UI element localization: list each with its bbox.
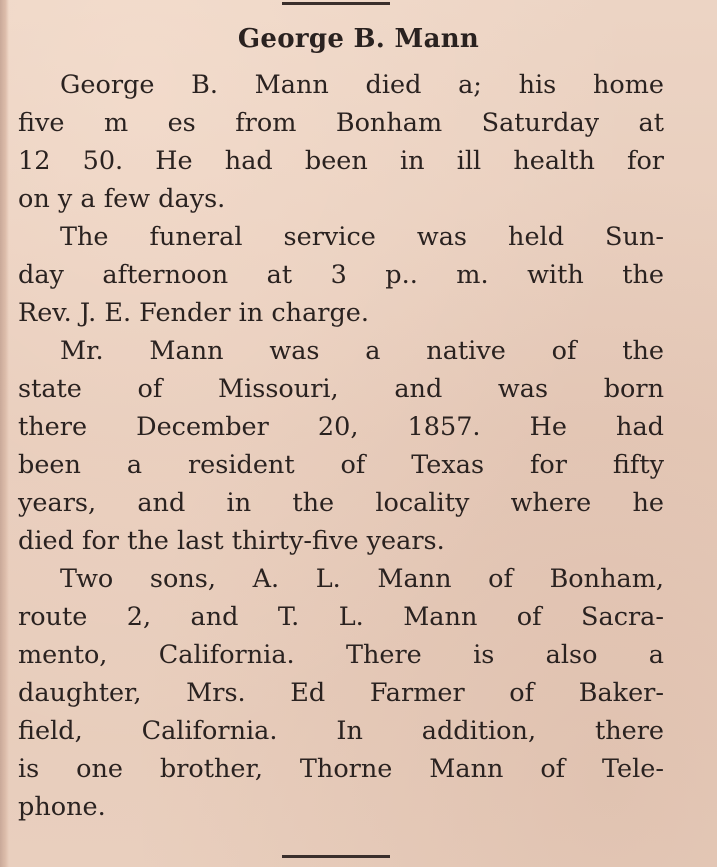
article-line: died for the last thirty-five years.	[18, 526, 445, 556]
article-line: day afternoon at 3 p.. m. with the	[18, 260, 664, 290]
article-line: on y a few days.	[18, 184, 226, 214]
article-line: daughter, Mrs. Ed Farmer of Baker-	[18, 678, 664, 708]
article-line: 12 50. He had been in ill health for	[18, 146, 664, 176]
article-line: Rev. J. E. Fender in charge.	[18, 298, 369, 328]
article-line: state of Missouri, and was born	[18, 374, 664, 404]
article-line: phone.	[18, 792, 106, 822]
article-body	[18, 66, 664, 826]
bottom-rule	[282, 855, 390, 858]
paragraph-biography	[18, 332, 664, 560]
article-line: Mr. Mann was a native of the	[60, 336, 664, 366]
article-line: Two sons, A. L. Mann of Bonham,	[60, 564, 664, 594]
article-line: is one brother, Thorne Mann of Tele-	[18, 754, 664, 784]
article-line: years, and in the locality where he	[18, 488, 664, 518]
article-line: there December 20, 1857. He had	[18, 412, 664, 442]
top-rule	[282, 2, 390, 5]
article-line: field, California. In addition, there	[18, 716, 664, 746]
page-left-edge	[0, 0, 9, 867]
article-line: The funeral service was held Sun-	[60, 222, 664, 252]
article-line: George B. Mann died a; his home	[60, 70, 664, 100]
article-line: five m es from Bonham Saturday at	[18, 108, 664, 138]
article-headline: George B. Mann	[237, 24, 480, 54]
article-line: route 2, and T. L. Mann of Sacra-	[18, 602, 664, 632]
paragraph-death-notice	[18, 66, 664, 218]
article-line: mento, California. There is also a	[18, 640, 664, 670]
paragraph-funeral-service	[18, 218, 664, 332]
paragraph-survivors	[18, 560, 664, 826]
article-line: been a resident of Texas for fifty	[18, 450, 664, 480]
